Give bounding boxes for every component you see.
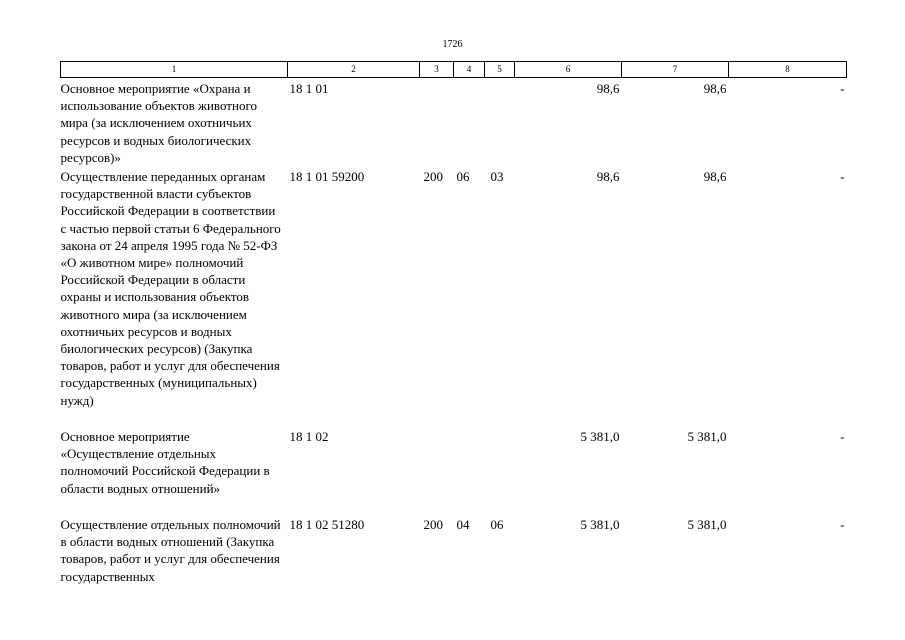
- header-col-7: 7: [622, 62, 729, 78]
- table-row: [61, 514, 847, 585]
- table-row: [61, 78, 847, 167]
- row-section: 06: [456, 169, 470, 185]
- table-row: [61, 426, 847, 514]
- row-expense-type: [420, 426, 454, 514]
- budget-table: [60, 61, 847, 585]
- row-section: [454, 426, 485, 514]
- row-amount-col8: -: [840, 429, 845, 445]
- row-amount-col7: 98,6: [703, 169, 727, 185]
- row-section: [454, 78, 485, 167]
- header-col-4: 4: [454, 62, 485, 78]
- row-amount-col6: 98,6: [596, 81, 620, 96]
- header-col-5: 5: [485, 62, 515, 78]
- header-col-1: 1: [61, 62, 288, 78]
- row-target-code: 18 1 01: [289, 81, 329, 96]
- row-expense-type: 200: [423, 517, 443, 533]
- table-row: [61, 166, 847, 426]
- header-col-2: 2: [288, 62, 420, 78]
- row-target-code: 18 1 02 51280: [289, 517, 365, 533]
- row-expense-type: [420, 78, 454, 167]
- row-amount-col8: -: [840, 517, 845, 533]
- table-body: [61, 78, 847, 585]
- row-target-code: 18 1 01 59200: [289, 169, 365, 185]
- row-section: 04: [456, 517, 470, 533]
- header-col-3: 3: [420, 62, 454, 78]
- row-subsection: 03: [490, 169, 504, 185]
- row-amount-col6: 98,6: [596, 169, 620, 185]
- row-amount-col7: 98,6: [703, 81, 727, 96]
- page-number: 1726: [442, 39, 463, 50]
- row-amount-col6: 5 381,0: [580, 517, 620, 533]
- row-amount-col8: -: [840, 81, 845, 96]
- row-name: Основное мероприятие «Охрана и использование объектов животного мира (за исключением охотничьих ресурсов и водных биологических ресурсов)»: [60, 81, 257, 165]
- row-amount-col7: 5 381,0: [687, 517, 727, 533]
- header-row: [61, 62, 847, 78]
- row-name: Осуществление переданных органам государственной власти субъектов Российской Федерации в соответствии с частью первой статьи 6 Федерального закона от 24 апреля 1995 года № 52-ФЗ «О животном мире» полномочий Российской Федерации в области охраны и использования объектов животного мира (за исключением охотничьих ресурсов и водных биологических ресурсов) (Закупка товаров, работ и услуг для обеспечения государственных (муниципальных) нужд): [60, 169, 281, 408]
- row-subsection: [485, 426, 515, 514]
- row-target-code: 18 1 02: [289, 429, 329, 445]
- row-amount-col8: -: [840, 169, 845, 185]
- header-col-8: 8: [729, 62, 847, 78]
- row-subsection: [485, 78, 515, 167]
- row-name: Осуществление отдельных полномочий в области водных отношений (Закупка товаров, работ и услуг для обеспечения государственных: [60, 517, 281, 584]
- row-subsection: 06: [490, 517, 504, 533]
- row-name: Основное мероприятие «Осуществление отдельных полномочий Российской Федерации в области водных отношений»: [60, 429, 270, 496]
- row-amount-col7: 5 381,0: [687, 429, 727, 445]
- header-col-6: 6: [515, 62, 622, 78]
- row-expense-type: 200: [423, 169, 443, 185]
- row-amount-col6: 5 381,0: [580, 429, 620, 445]
- table-header: [61, 62, 847, 78]
